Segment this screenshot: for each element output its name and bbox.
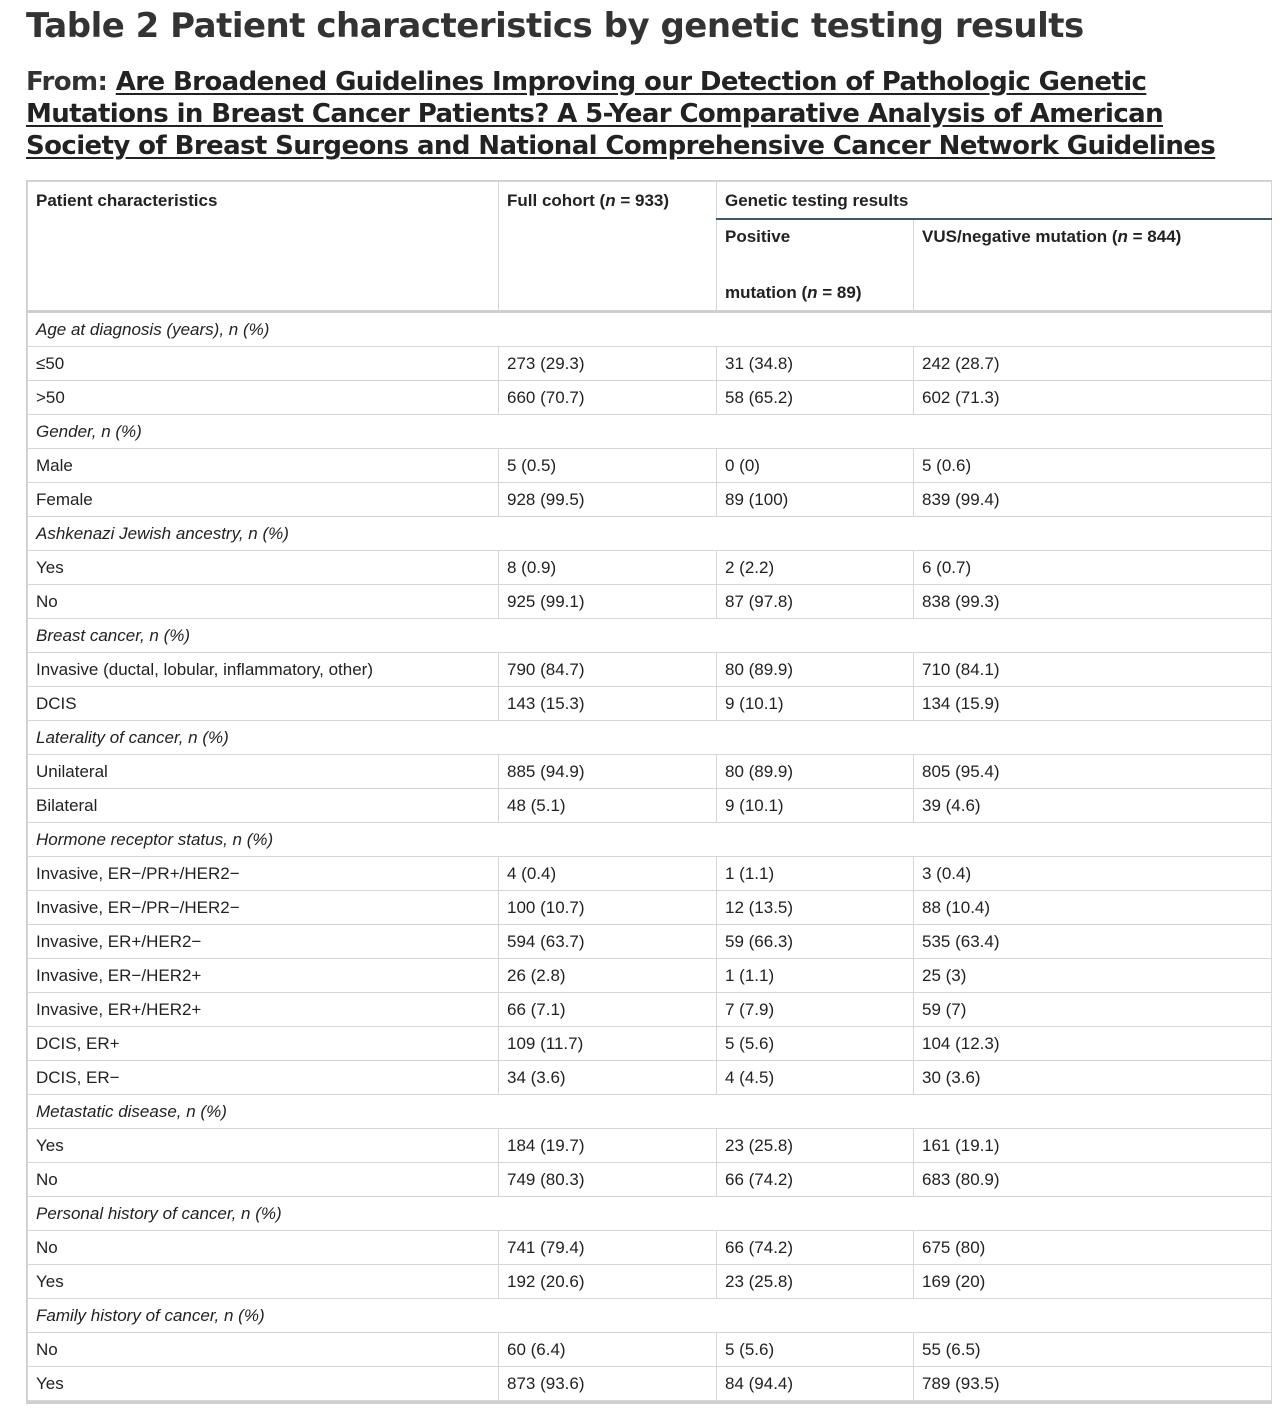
vus-negative-cell: 535 (63.4) — [914, 925, 1272, 959]
table-row — [28, 449, 1272, 483]
positive-mutation-cell: 4 (4.5) — [717, 1061, 914, 1095]
positive-mutation-cell: 66 (74.2) — [717, 1231, 914, 1265]
full-cohort-cell: 8 (0.9) — [499, 551, 717, 585]
vus-negative-cell: 161 (19.1) — [914, 1129, 1272, 1163]
table-row — [28, 891, 1272, 925]
header-positive-mutation — [717, 219, 914, 312]
header-full-cohort — [499, 182, 717, 312]
table-row — [28, 687, 1272, 721]
row-label-cell: Invasive, ER−/HER2+ — [28, 959, 499, 993]
section-heading: Metastatic disease, n (%) — [28, 1095, 1272, 1129]
row-label-cell: No — [28, 1163, 499, 1197]
full-cohort-cell: 100 (10.7) — [499, 891, 717, 925]
section-heading-row — [28, 312, 1272, 347]
vus-negative-cell: 30 (3.6) — [914, 1061, 1272, 1095]
positive-mutation-cell: 66 (74.2) — [717, 1163, 914, 1197]
full-cohort-cell: 928 (99.5) — [499, 483, 717, 517]
full-cohort-cell: 143 (15.3) — [499, 687, 717, 721]
vus-negative-cell: 104 (12.3) — [914, 1027, 1272, 1061]
positive-mutation-cell: 23 (25.8) — [717, 1265, 914, 1299]
full-cohort-cell: 741 (79.4) — [499, 1231, 717, 1265]
section-heading: Personal history of cancer, n (%) — [28, 1197, 1272, 1231]
vus-negative-cell: 3 (0.4) — [914, 857, 1272, 891]
row-label-cell: No — [28, 1231, 499, 1265]
positive-mutation-cell: 9 (10.1) — [717, 789, 914, 823]
positive-mutation-cell: 5 (5.6) — [717, 1333, 914, 1367]
positive-mutation-cell: 23 (25.8) — [717, 1129, 914, 1163]
article-title-link[interactable]: Are Broadened Guidelines Improving our Detection of Pathologic Genetic Mutations in Breast Cancer Patients? A 5-Year Comparative Analysis of American Society of Breast Surgeons and National Comprehensive Cancer Network Guidelines — [26, 67, 1216, 161]
header-vus-n: n — [1117, 227, 1128, 246]
vus-negative-cell: 39 (4.6) — [914, 789, 1272, 823]
row-label-cell: Unilateral — [28, 755, 499, 789]
table-row — [28, 993, 1272, 1027]
section-heading: Age at diagnosis (years), n (%) — [28, 312, 1272, 347]
row-label-cell: No — [28, 585, 499, 619]
row-label-cell: Invasive, ER−/PR−/HER2− — [28, 891, 499, 925]
positive-mutation-cell: 80 (89.9) — [717, 653, 914, 687]
full-cohort-cell: 66 (7.1) — [499, 993, 717, 1027]
source-article — [26, 66, 1266, 162]
table-row — [28, 1027, 1272, 1061]
header-row-1 — [28, 182, 1272, 220]
header-full-cohort-prefix: Full cohort ( — [507, 191, 606, 210]
header-full-cohort-suffix: = 933) — [615, 191, 670, 210]
positive-mutation-cell: 84 (94.4) — [717, 1367, 914, 1401]
header-positive-n: n — [807, 283, 818, 302]
section-heading-row — [28, 517, 1272, 551]
full-cohort-cell: 790 (84.7) — [499, 653, 717, 687]
vus-negative-cell: 6 (0.7) — [914, 551, 1272, 585]
section-heading: Gender, n (%) — [28, 415, 1272, 449]
full-cohort-cell: 273 (29.3) — [499, 347, 717, 381]
characteristics-table — [27, 181, 1272, 1401]
section-heading-row — [28, 1299, 1272, 1333]
full-cohort-cell: 5 (0.5) — [499, 449, 717, 483]
positive-mutation-cell: 2 (2.2) — [717, 551, 914, 585]
header-genetic-testing-results: Genetic testing results — [717, 182, 1272, 220]
vus-negative-cell: 710 (84.1) — [914, 653, 1272, 687]
full-cohort-cell: 192 (20.6) — [499, 1265, 717, 1299]
row-label-cell: DCIS — [28, 687, 499, 721]
table-row — [28, 1129, 1272, 1163]
positive-mutation-cell: 31 (34.8) — [717, 347, 914, 381]
row-label-cell: Male — [28, 449, 499, 483]
section-heading-row — [28, 721, 1272, 755]
vus-negative-cell: 88 (10.4) — [914, 891, 1272, 925]
positive-mutation-cell: 5 (5.6) — [717, 1027, 914, 1061]
header-positive-line1: Positive — [725, 227, 791, 246]
table-row — [28, 857, 1272, 891]
row-label-cell: Yes — [28, 1367, 499, 1401]
positive-mutation-cell: 0 (0) — [717, 449, 914, 483]
row-label-cell: >50 — [28, 381, 499, 415]
table-row — [28, 653, 1272, 687]
table-row — [28, 585, 1272, 619]
positive-mutation-cell: 1 (1.1) — [717, 959, 914, 993]
header-positive-prefix: mutation ( — [725, 283, 808, 302]
section-heading: Ashkenazi Jewish ancestry, n (%) — [28, 517, 1272, 551]
section-heading: Family history of cancer, n (%) — [28, 1299, 1272, 1333]
positive-mutation-cell: 58 (65.2) — [717, 381, 914, 415]
row-label-cell: DCIS, ER− — [28, 1061, 499, 1095]
table-row — [28, 1163, 1272, 1197]
row-label-cell: Invasive, ER−/PR+/HER2− — [28, 857, 499, 891]
full-cohort-cell: 885 (94.9) — [499, 755, 717, 789]
header-patient-characteristics: Patient characteristics — [28, 182, 499, 312]
table-row — [28, 1333, 1272, 1367]
row-label-cell: DCIS, ER+ — [28, 1027, 499, 1061]
vus-negative-cell: 805 (95.4) — [914, 755, 1272, 789]
vus-negative-cell: 5 (0.6) — [914, 449, 1272, 483]
table-row — [28, 483, 1272, 517]
table-row — [28, 959, 1272, 993]
table-row — [28, 789, 1272, 823]
positive-mutation-cell: 89 (100) — [717, 483, 914, 517]
section-heading-row — [28, 823, 1272, 857]
full-cohort-cell: 594 (63.7) — [499, 925, 717, 959]
vus-negative-cell: 55 (6.5) — [914, 1333, 1272, 1367]
header-vus-negative — [914, 219, 1272, 312]
full-cohort-cell: 660 (70.7) — [499, 381, 717, 415]
positive-mutation-cell: 1 (1.1) — [717, 857, 914, 891]
positive-mutation-cell: 87 (97.8) — [717, 585, 914, 619]
row-label-cell: ≤50 — [28, 347, 499, 381]
from-label: From: — [26, 67, 108, 97]
vus-negative-cell: 839 (99.4) — [914, 483, 1272, 517]
row-label-cell: Invasive, ER+/HER2+ — [28, 993, 499, 1027]
header-positive-suffix: = 89) — [817, 283, 862, 302]
page-title: Table 2 Patient characteristics by genetic testing results — [26, 6, 1084, 46]
row-label-cell: Bilateral — [28, 789, 499, 823]
full-cohort-cell: 749 (80.3) — [499, 1163, 717, 1197]
table-row — [28, 1367, 1272, 1401]
vus-negative-cell: 59 (7) — [914, 993, 1272, 1027]
vus-negative-cell: 675 (80) — [914, 1231, 1272, 1265]
full-cohort-cell: 873 (93.6) — [499, 1367, 717, 1401]
table-row — [28, 551, 1272, 585]
row-label-cell: Invasive (ductal, lobular, inflammatory, other) — [28, 653, 499, 687]
header-positive-line2 — [725, 276, 905, 310]
section-heading: Hormone receptor status, n (%) — [28, 823, 1272, 857]
row-label-cell: Yes — [28, 551, 499, 585]
table-row — [28, 347, 1272, 381]
table-body — [28, 312, 1272, 1401]
positive-mutation-cell: 59 (66.3) — [717, 925, 914, 959]
positive-mutation-cell: 80 (89.9) — [717, 755, 914, 789]
table-row — [28, 381, 1272, 415]
vus-negative-cell: 683 (80.9) — [914, 1163, 1272, 1197]
vus-negative-cell: 169 (20) — [914, 1265, 1272, 1299]
row-label-cell: Female — [28, 483, 499, 517]
full-cohort-cell: 925 (99.1) — [499, 585, 717, 619]
full-cohort-cell: 184 (19.7) — [499, 1129, 717, 1163]
table-row — [28, 1231, 1272, 1265]
section-heading-row — [28, 1095, 1272, 1129]
positive-mutation-cell: 9 (10.1) — [717, 687, 914, 721]
row-label-cell: Invasive, ER+/HER2− — [28, 925, 499, 959]
characteristics-table-container — [26, 180, 1272, 1404]
section-heading: Breast cancer, n (%) — [28, 619, 1272, 653]
section-heading-row — [28, 415, 1272, 449]
full-cohort-cell: 48 (5.1) — [499, 789, 717, 823]
positive-mutation-cell: 12 (13.5) — [717, 891, 914, 925]
section-heading: Laterality of cancer, n (%) — [28, 721, 1272, 755]
full-cohort-cell: 34 (3.6) — [499, 1061, 717, 1095]
header-vus-suffix: = 844) — [1127, 227, 1182, 246]
vus-negative-cell: 838 (99.3) — [914, 585, 1272, 619]
full-cohort-cell: 60 (6.4) — [499, 1333, 717, 1367]
vus-negative-cell: 134 (15.9) — [914, 687, 1272, 721]
full-cohort-cell: 26 (2.8) — [499, 959, 717, 993]
row-label-cell: Yes — [28, 1265, 499, 1299]
row-label-cell: Yes — [28, 1129, 499, 1163]
full-cohort-cell: 109 (11.7) — [499, 1027, 717, 1061]
table-row — [28, 755, 1272, 789]
positive-mutation-cell: 7 (7.9) — [717, 993, 914, 1027]
table-row — [28, 1061, 1272, 1095]
vus-negative-cell: 25 (3) — [914, 959, 1272, 993]
full-cohort-cell: 4 (0.4) — [499, 857, 717, 891]
table-row — [28, 1265, 1272, 1299]
table-row — [28, 925, 1272, 959]
section-heading-row — [28, 1197, 1272, 1231]
table-header — [28, 182, 1272, 312]
section-heading-row — [28, 619, 1272, 653]
vus-negative-cell: 789 (93.5) — [914, 1367, 1272, 1401]
header-vus-prefix: VUS/negative mutation ( — [922, 227, 1118, 246]
header-full-cohort-n: n — [605, 191, 616, 210]
row-label-cell: No — [28, 1333, 499, 1367]
vus-negative-cell: 242 (28.7) — [914, 347, 1272, 381]
vus-negative-cell: 602 (71.3) — [914, 381, 1272, 415]
